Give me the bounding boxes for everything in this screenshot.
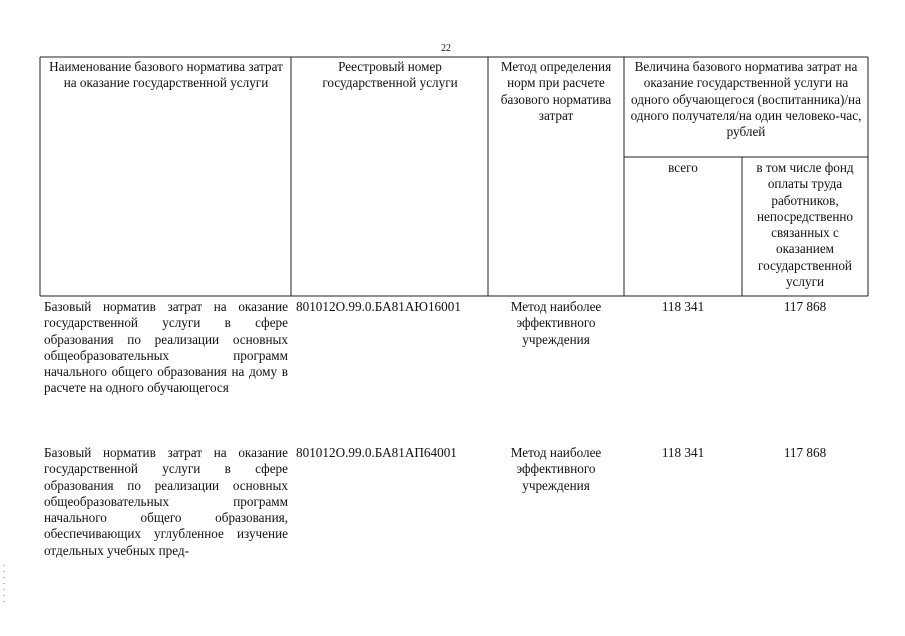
row-payroll: 117 868 bbox=[783, 299, 827, 314]
header-total: всего bbox=[668, 160, 698, 175]
row-method: Метод наиболее эффективного учреждения bbox=[510, 445, 602, 493]
row-total: 118 341 bbox=[661, 445, 705, 460]
row-registry: 801012О.99.0.БА81АП64001 bbox=[296, 445, 457, 460]
header-payroll: в том числе фонд оплаты труда работников, непосредственно связанных с оказанием государственной услуги bbox=[756, 160, 854, 290]
header-name: Наименование базового норматива затрат на оказание государственной услуги bbox=[49, 59, 283, 91]
row-name: Базовый норматив затрат на оказание государственной услуги в сфере образования по реализации основных общеобразовательных программ начального общего образования на дому в расчете на одного обучающегося bbox=[44, 299, 288, 396]
row-method: Метод наиболее эффективного учреждения bbox=[510, 299, 602, 347]
row-name: Базовый норматив затрат на оказание государственной услуги в сфере образования по реализации основных общеобразовательных программ начального общего образования, обеспечивающих углубленное изучение отдельных учебных пред- bbox=[44, 445, 288, 558]
scan-artifact bbox=[3, 565, 5, 605]
header-value: Величина базового норматива затрат на оказание государственной услуги на одного обучающегося (воспитанника)/на одного получателя/на один человеко-час, рублей bbox=[630, 59, 862, 140]
page-number: 22 bbox=[441, 43, 451, 54]
row-registry: 801012О.99.0.БА81АЮ16001 bbox=[296, 299, 461, 314]
header-registry: Реестровый номер государственной услуги bbox=[322, 59, 458, 91]
header-method: Метод определения норм при расчете базового норматива затрат bbox=[500, 59, 612, 123]
row-total: 118 341 bbox=[661, 299, 705, 314]
row-payroll: 117 868 bbox=[783, 445, 827, 460]
